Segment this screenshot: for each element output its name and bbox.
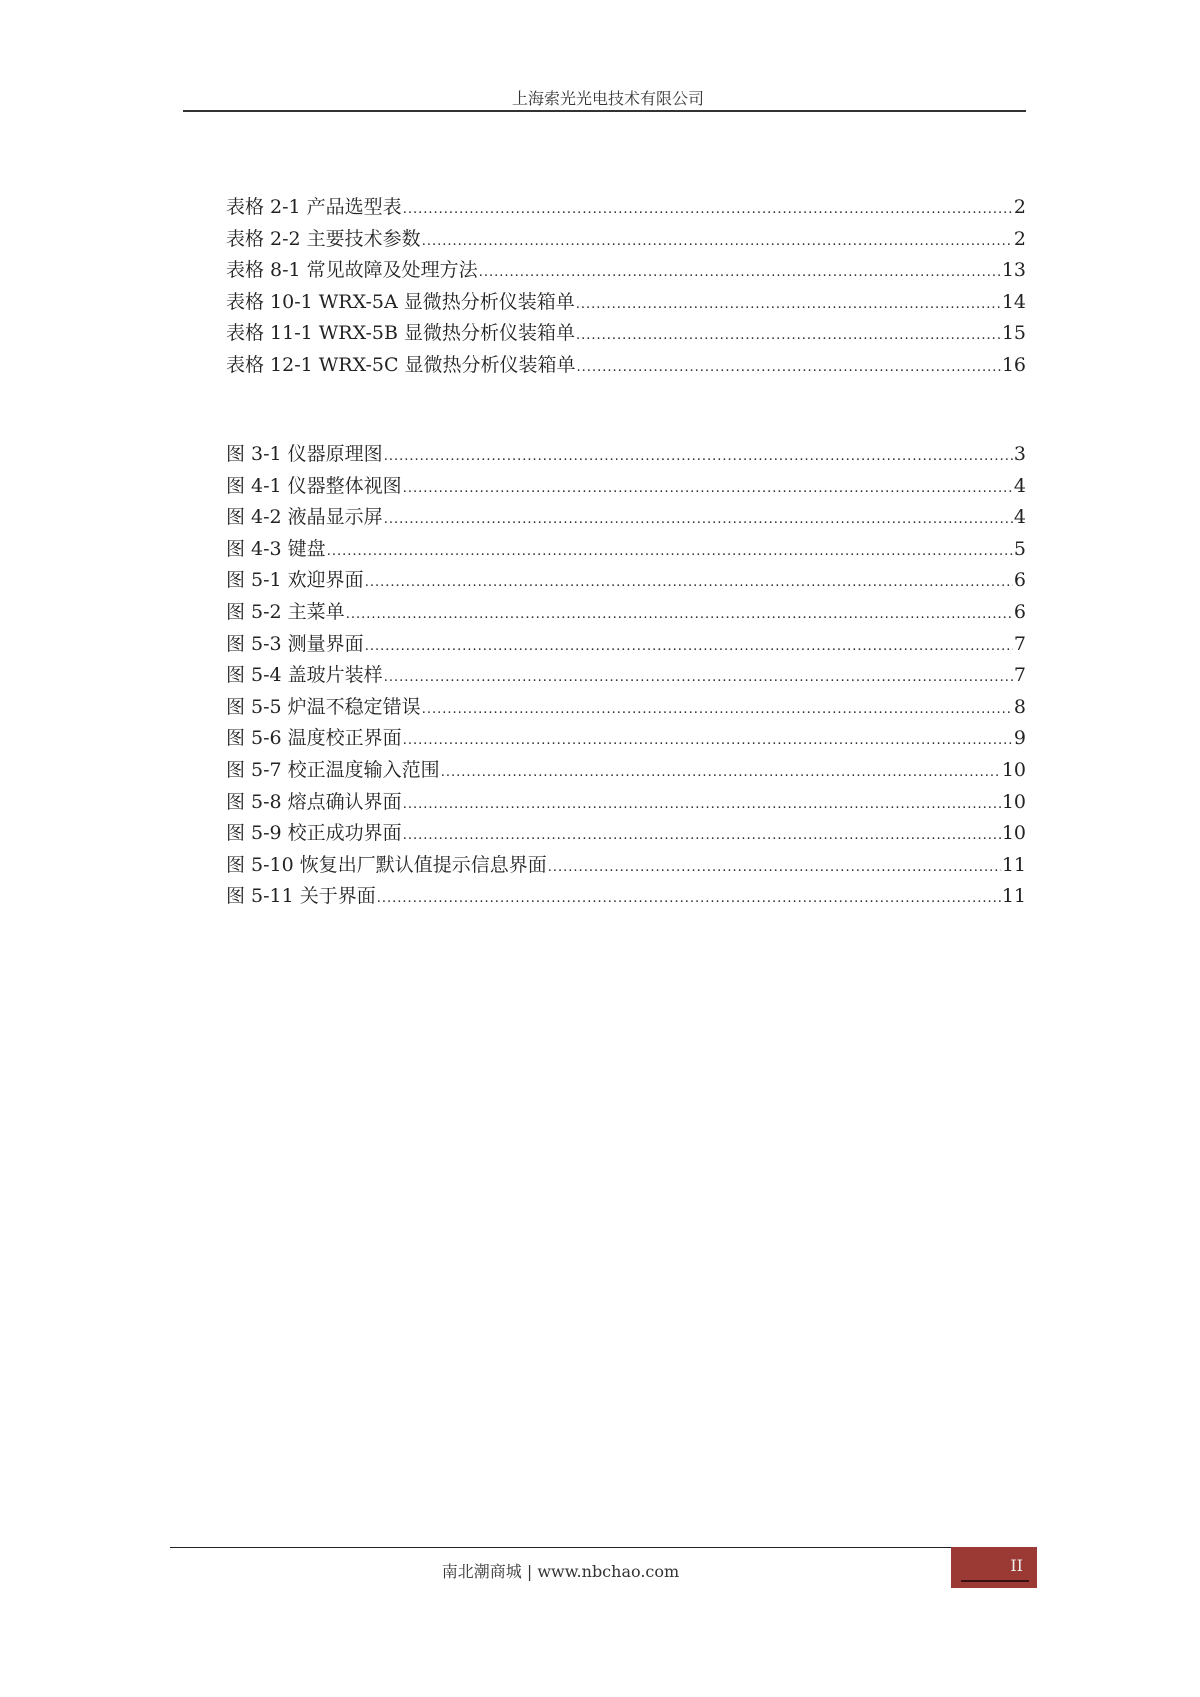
table-list-toc: [226, 192, 1026, 382]
toc-entry-page: 10: [1001, 790, 1026, 813]
toc-entry-label: 图 4-2 液晶显示屏: [226, 506, 383, 529]
toc-entry-label: 图 5-9 校正成功界面: [226, 822, 402, 845]
dot-leader: [576, 291, 1001, 313]
dot-leader: [576, 322, 1001, 344]
figure-toc-entry[interactable]: [226, 660, 1026, 692]
dot-leader: [384, 506, 1013, 528]
toc-entry-label: 图 5-11 关于界面: [226, 885, 376, 908]
table-toc-entry[interactable]: [226, 192, 1026, 224]
toc-entry-page: 5: [1013, 537, 1026, 560]
dot-leader: [377, 885, 1001, 907]
page-number-underline: [961, 1580, 1029, 1582]
toc-entry-label: 图 5-1 欢迎界面: [226, 569, 364, 592]
figure-toc-entry[interactable]: [226, 850, 1026, 882]
dot-leader: [422, 696, 1013, 718]
dot-leader: [403, 727, 1013, 749]
figure-toc-entry[interactable]: [226, 502, 1026, 534]
toc-entry-label: 表格 11-1 WRX-5B 显微热分析仪装箱单: [226, 322, 575, 345]
figure-toc-entry[interactable]: [226, 534, 1026, 566]
figure-toc-entry[interactable]: [226, 723, 1026, 755]
table-toc-entry[interactable]: [226, 287, 1026, 319]
dot-leader: [346, 601, 1013, 623]
figure-toc-entry[interactable]: [226, 787, 1026, 819]
toc-entry-label: 表格 8-1 常见故障及处理方法: [226, 259, 478, 282]
figure-toc-entry[interactable]: [226, 881, 1026, 913]
dot-leader: [327, 538, 1013, 560]
toc-entry-page: 10: [1001, 822, 1026, 845]
toc-entry-label: 表格 12-1 WRX-5C 显微热分析仪装箱单: [226, 353, 576, 376]
figure-toc-entry[interactable]: [226, 692, 1026, 724]
toc-entry-page: 6: [1013, 569, 1026, 592]
figure-toc-entry[interactable]: [226, 629, 1026, 661]
dot-leader: [422, 228, 1013, 250]
dot-leader: [577, 354, 1001, 376]
toc-entry-page: 10: [1001, 758, 1026, 781]
toc-entry-label: 图 5-2 主菜单: [226, 600, 345, 623]
toc-entry-page: 15: [1001, 322, 1026, 345]
table-toc-entry[interactable]: [226, 224, 1026, 256]
toc-entry-page: 4: [1013, 474, 1026, 497]
toc-entry-label: 图 3-1 仪器原理图: [226, 443, 383, 465]
toc-entry-label: 表格 2-2 主要技术参数: [226, 227, 421, 250]
toc-entry-page: 2: [1013, 196, 1026, 218]
dot-leader: [403, 822, 1001, 844]
figure-toc-entry[interactable]: [226, 597, 1026, 629]
figure-toc-entry[interactable]: [226, 471, 1026, 503]
dot-leader: [384, 443, 1013, 465]
dot-leader: [403, 475, 1013, 497]
table-toc-entry[interactable]: [226, 255, 1026, 287]
dot-leader: [403, 196, 1013, 218]
toc-entry-page: 7: [1013, 632, 1026, 655]
figure-toc-entry[interactable]: [226, 565, 1026, 597]
figure-list-toc: [226, 439, 1026, 913]
toc-entry-page: 16: [1001, 353, 1026, 376]
page-number: II: [1010, 1556, 1023, 1575]
toc-entry-page: 4: [1013, 506, 1026, 529]
toc-entry-page: 8: [1013, 695, 1026, 718]
header-divider: [183, 110, 1026, 112]
toc-entry-label: 图 5-6 温度校正界面: [226, 727, 402, 750]
page-number-box: [951, 1547, 1037, 1588]
dot-leader: [384, 664, 1013, 686]
figure-toc-entry[interactable]: [226, 439, 1026, 471]
toc-entry-label: 图 5-7 校正温度输入范围: [226, 758, 440, 781]
toc-entry-label: 图 4-3 键盘: [226, 537, 326, 560]
toc-entry-label: 表格 10-1 WRX-5A 显微热分析仪装箱单: [226, 290, 575, 313]
toc-entry-page: 14: [1001, 290, 1026, 313]
toc-entry-page: 2: [1013, 227, 1026, 250]
toc-entry-label: 图 5-10 恢复出厂默认值提示信息界面: [226, 853, 547, 876]
dot-leader: [479, 259, 1001, 281]
toc-entry-label: 图 5-4 盖玻片装样: [226, 664, 383, 687]
toc-entry-page: 11: [1001, 885, 1026, 908]
toc-entry-label: 图 5-8 熔点确认界面: [226, 790, 402, 813]
toc-entry-page: 13: [1001, 259, 1026, 282]
figure-toc-entry[interactable]: [226, 818, 1026, 850]
toc-entry-page: 11: [1001, 853, 1026, 876]
toc-entry-label: 表格 2-1 产品选型表: [226, 196, 402, 218]
toc-entry-label: 图 5-5 炉温不稳定错误: [226, 695, 421, 718]
dot-leader: [403, 791, 1001, 813]
footer-site: 南北潮商城 | www.nbchao.com: [441, 1562, 680, 1581]
dot-leader: [365, 569, 1013, 591]
header-company-name: 上海索光光电技术有限公司: [511, 89, 704, 108]
table-toc-entry[interactable]: [226, 318, 1026, 350]
dot-leader: [365, 633, 1013, 655]
footer-divider: [170, 1547, 951, 1548]
dot-leader: [548, 854, 1001, 876]
table-toc-entry[interactable]: [226, 350, 1026, 382]
figure-toc-entry[interactable]: [226, 755, 1026, 787]
toc-entry-page: 9: [1013, 727, 1026, 750]
toc-entry-page: 6: [1013, 600, 1026, 623]
toc-entry-label: 图 5-3 测量界面: [226, 632, 364, 655]
toc-entry-page: 3: [1013, 443, 1026, 465]
dot-leader: [441, 759, 1001, 781]
toc-entry-page: 7: [1013, 664, 1026, 687]
toc-entry-label: 图 4-1 仪器整体视图: [226, 474, 402, 497]
